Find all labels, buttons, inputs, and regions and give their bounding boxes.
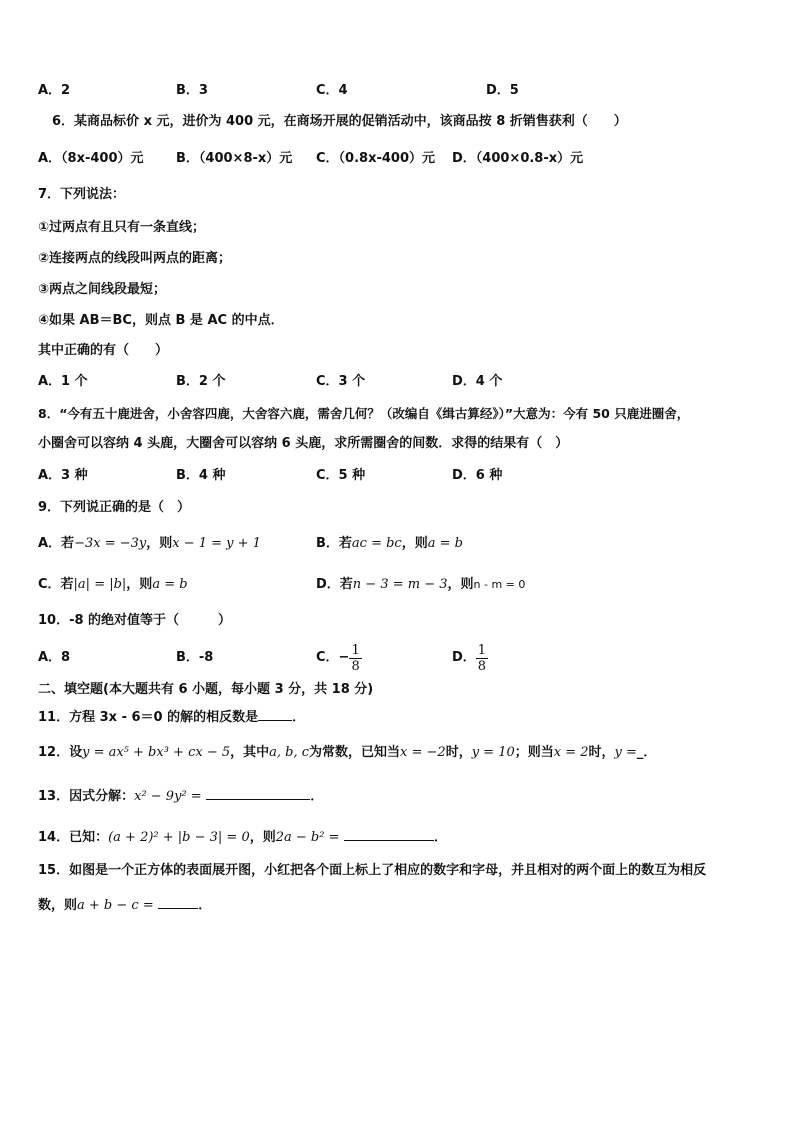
q15-answer-blank [158,895,198,909]
q8-option-a: A．3 种 [38,468,88,483]
q10-option-d [452,637,488,680]
q9-a-label: A．若 [38,536,75,551]
q9-c-mid: ，则 [126,577,153,592]
q4-option-d: D．5 [486,83,519,98]
q13-pre: 13．因式分解： [38,789,135,804]
section-2-heading: 二、填空题(本大题共有 6 小题，每小题 3 分，共 18 分) [38,682,374,697]
q14-pre: 14．已知： [38,830,109,845]
q12-mid-3: 时， [445,745,472,760]
q7-item-1: ①过两点有且只有一条直线； [38,220,206,235]
q6-option-a: A．（8x-400）元 [38,151,144,166]
q13-expr: x² − 9y² = [134,789,202,804]
q9-d-mid: ，则 [447,577,474,592]
q7-item-2: ②连接两点的线段叫两点的距离； [38,251,232,266]
q12 [38,744,656,762]
q7-option-b: B．2 个 [176,374,226,389]
q14-end: ． [434,830,448,845]
q10-c-numerator: 1 [351,642,360,658]
q10-d-fraction [476,643,488,674]
q12-ask: y = [614,745,637,760]
q14-expr-2: 2a − b² = [275,830,340,845]
q12-pre: 12．设 [38,745,83,760]
q15-line-1: 15．如图是一个正方体的表面展开图，小红把各个面上标上了相应的数字和字母，并且相对的两个面上的数互为相反 [38,863,707,878]
q4-option-b: B．3 [176,83,208,98]
q7-question: 其中正确的有（ ） [38,343,169,358]
q12-val-1: y = 10 [471,745,515,760]
q12-expr: y = ax⁵ + bx³ + cx − 5 [82,745,231,760]
q12-mid-5: 时， [588,745,615,760]
q9-stem: 9．下列说正确的是（ ） [38,500,191,515]
q11-text: 11．方程 3x - 6＝0 的解的相反数是 [38,710,259,725]
q14-answer-blank [344,827,434,841]
q10-d-denominator: 8 [477,658,487,674]
q10-option-c [316,637,362,680]
q9-d-math-2: n - m = 0 [473,578,526,591]
q13-answer-blank [206,786,310,800]
q9-option-d [316,576,525,594]
q7-item-3: ③两点之间线段最短； [38,282,167,297]
q9-option-b [316,535,463,553]
q7-option-a: A．1 个 [38,374,88,389]
q9-option-a [38,535,261,553]
q9-b-math-2: a = b [427,536,463,551]
q12-cond-1: x = −2 [400,745,446,760]
q6-stem: 6．某商品标价 x 元，进价为 400 元，在商场开展的促销活动中，该商品按 8 折销售获利（ ） [52,114,627,129]
q14-expr: (a + 2)² + |b − 3| = 0 [108,830,250,845]
q15-line-2-pre: 数，则 [38,898,78,913]
q8-line-1: 8．“今有五十鹿进舍，小舍容四鹿，大舍容六鹿，需舍几何？（改编自《缉古算经》）”大意为：今有 50 只鹿进圈舍， [38,406,690,421]
q8-line-2: 小圈舍可以容纳 4 头鹿，大圈舍可以容纳 6 头鹿，求所需圈舍的间数．求得的结果有（ ） [38,436,569,451]
q9-c-math-2: a = b [152,577,188,592]
q4-option-c: C．4 [316,83,348,98]
q9-d-label: D．若 [316,577,353,592]
q6-option-c: C．（0.8x-400）元 [316,151,435,166]
q9-c-label: C．若 [38,577,74,592]
q7-option-d: D．4 个 [452,374,503,389]
q13-end: ． [310,789,324,804]
q9-b-label: B．若 [316,536,352,551]
q9-d-math-1: n − 3 = m − 3 [352,577,448,592]
q9-a-math-1: −3x = −3y [74,536,147,551]
q7-item-4: ④如果 AB＝BC，则点 B 是 AC 的中点． [38,313,284,328]
q8-option-d: D．6 种 [452,468,503,483]
q9-b-mid: ，则 [401,536,428,551]
q14 [38,827,447,847]
q12-mid-4: ；则当 [514,745,554,760]
q12-mid-1: ，其中 [230,745,270,760]
q8-option-b: B．4 种 [176,468,226,483]
q6-option-b: B．（400×8-x）元 [176,151,293,166]
q9-a-math-2: x − 1 = y + 1 [172,536,261,551]
q14-mid: ，则 [249,830,276,845]
q10-c-denominator: 8 [351,658,360,674]
q13 [38,786,323,806]
q9-c-math-1: |a| = |b| [73,577,127,592]
q10-d-label: D． [452,650,476,665]
q11-end: ． [292,710,306,725]
q6-option-d: D．（400×0.8-x）元 [452,151,584,166]
q10-d-numerator: 1 [477,642,487,658]
q15-expr: a + b − c = [77,898,154,913]
q10-option-b: B．-8 [176,650,214,665]
q9-a-mid: ，则 [146,536,173,551]
q10-option-a: A．8 [38,650,71,665]
q10-c-label: C．− [316,650,350,665]
q10-c-fraction [349,643,361,674]
q9-option-c [38,576,188,594]
q8-option-c: C．5 种 [316,468,366,483]
q11 [38,707,305,727]
q10-stem: 10．-8 的绝对值等于（ ） [38,613,232,628]
q9-b-math-1: ac = bc [351,536,402,551]
q12-vars: a, b, c [269,745,310,760]
q12-cond-2: x = 2 [553,745,589,760]
q12-mid-2: 为常数，已知当 [309,745,401,760]
q11-answer-blank [258,707,292,721]
q7-stem: 7．下列说法： [38,187,126,202]
q15-line-2 [38,895,211,915]
q12-end: _． [636,745,657,760]
q15-end: ． [198,898,212,913]
q7-option-c: C．3 个 [316,374,366,389]
q4-option-a: A．2 [38,83,71,98]
